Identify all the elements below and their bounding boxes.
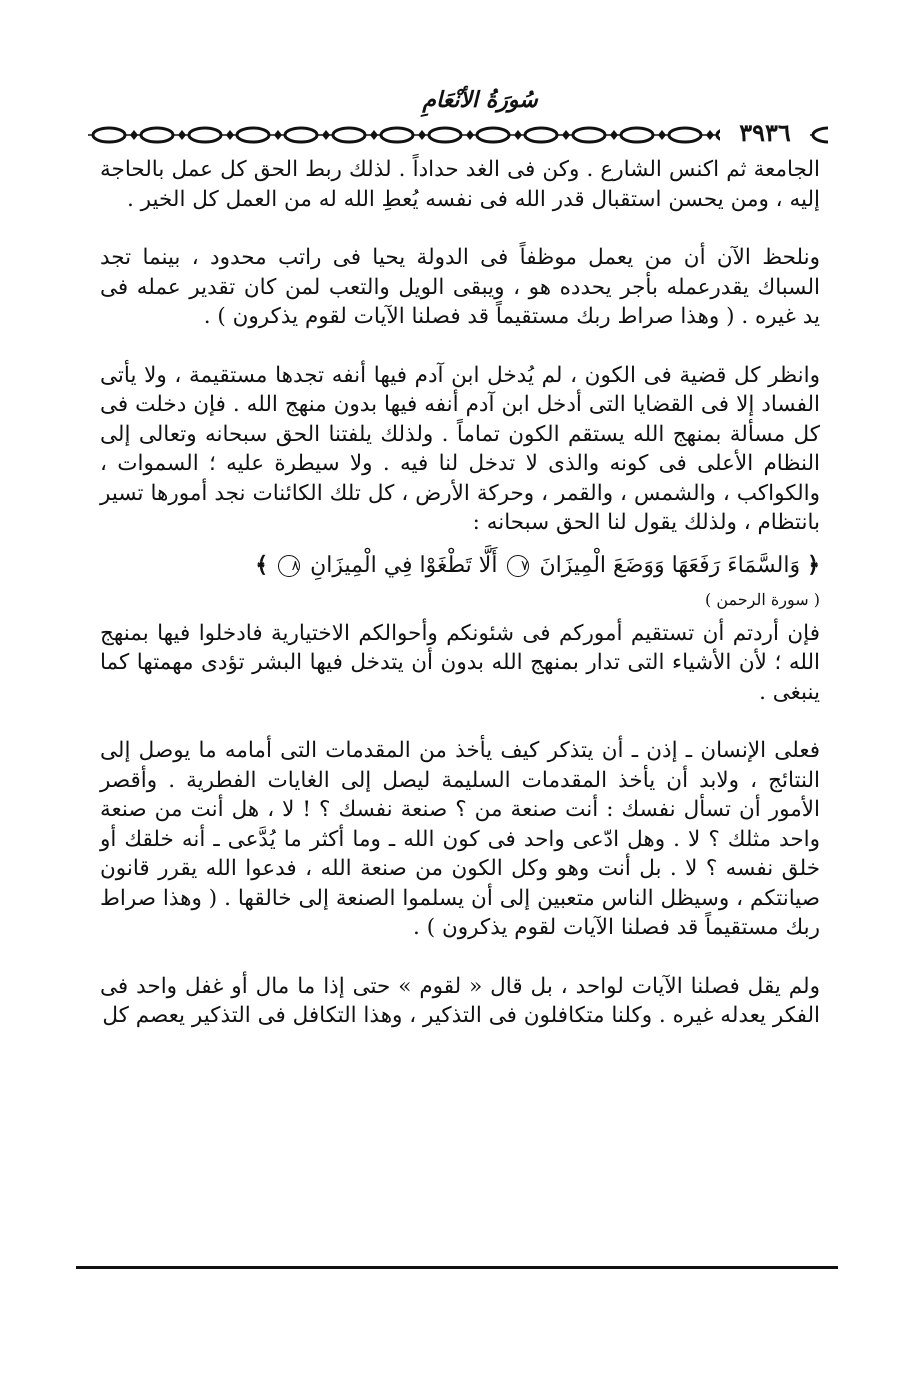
- verse-part-2: أَلَّا تَطْغَوْا فِي الْمِيزَانِ: [310, 552, 498, 578]
- paragraph-4: فإن أردتم أن تستقيم أموركم فى شئونكم وأحوالكم الاختيارية فادخلوا فيها بمنهج الله ؛ لأن الأشياء التى تدار بمنهج الله بدون أن يتدخل فيها البشر تؤدى مهمتها كما ينبغى .: [100, 620, 820, 705]
- chain-ornament-icon: [88, 124, 828, 146]
- surah-citation: ( سورة الرحمن ): [705, 589, 820, 609]
- chain-diamond-icon: [226, 130, 234, 140]
- chain-diamond-icon: [418, 130, 426, 140]
- paragraph-2: ونلحظ الآن أن من يعمل موظفاً فى الدولة يحيا فى راتب محدود ، بينما تجد السباك يقدرعمله بأجر يحدده هو ، ويبقى الويل والتعب لمن كان تقدير عمله فى يد غيره . ( وهذا صراط ربك مستقيماً قد فصلنا الآيات لقوم يذكرون ) .: [100, 245, 820, 329]
- paragraph-6: ولم يقل فصلنا الآيات لواحد ، بل قال « لقوم » حتى إذا ما مال أو غفل واحد فى الفكر يعدله غيره . وكلنا متكافلون فى التذكير ، وهذا التكافل فى التذكير يعصم كل: [100, 973, 820, 1028]
- chain-link-icon: [429, 128, 461, 142]
- chain-diamond-icon: [658, 130, 666, 140]
- chain-diamond-icon: [706, 130, 714, 140]
- chain-link-icon: [93, 128, 125, 142]
- chain-link-icon: [669, 128, 701, 142]
- chain-link-icon: [477, 128, 509, 142]
- chain-link-icon: [525, 128, 557, 142]
- chain-link-icon: [141, 128, 173, 142]
- body-text: [100, 155, 820, 1031]
- chain-link-icon: [333, 128, 365, 142]
- chain-diamond-icon: [466, 130, 474, 140]
- chain-link-icon: [621, 128, 653, 142]
- verse-close-bracket: ﴾: [255, 551, 269, 578]
- chain-link-icon: [573, 128, 605, 142]
- ayah-number-marker-7: ٧: [507, 555, 529, 577]
- surah-title-header: سُورَةُ الأنْعَامِ: [422, 87, 538, 113]
- paragraph-3: وانظر كل قضية فى الكون ، لم يُدخل ابن آدم فيها أنفه تجدها مستقيمة ، ولا يأتى الفساد إلا فى القضايا التى أدخل ابن آدم أنفه فيها بدون منهج الله . فإن دخلت فى كل مسألة بمنهج الله يستقم الكون تماماً . ولذلك يلفتنا الحق سبحانه وتعالى إلى النظام الأعلى فى كونه والذى لا تدخل لنا فيه . ولا سيطرة عليه ؛ السموات ، والكواكب ، والشمس ، والقمر ، وحركة الأرض ، كل تلك الكائنات نجد أمورها تسير بانتظام ، ولذلك يقول لنا الحق سبحانه :: [100, 362, 820, 535]
- paragraph-5: فعلى الإنسان ـ إذن ـ أن يتذكر كيف يأخذ من المقدمات التى أمامه ما يوصل إلى النتائج ، ولابد أن يأخذ المقدمات السليمة ليصل إلى الغايات الفطرية . وأقصر الأمور أن تسأل نفسك : أنت صنعة من ؟ صنعة نفسك ؟ ! لا ، هل أنت من صنعة واحد مثلك ؟ لا . وهل ادّعى واحد فى كون الله ـ وما أكثر ما يُدَّعى ـ أنه خلقك أو خلق نفسه ؟ لا . بل أنت وهو وكل الكون من صنعة الله ، فدعوا الله يقرر قانون صيانتكم ، وسيظل الناس متعبين إلى أن يسلموا الصنعة إلى خالقها . ( وهذا صراط ربك مستقيماً قد فصلنا الآيات لقوم يذكرون ) .: [100, 738, 820, 940]
- chain-link-icon: [189, 128, 221, 142]
- quran-verse: [100, 548, 820, 583]
- bottom-rule-divider: [76, 1266, 838, 1269]
- chain-link-icon: [381, 128, 413, 142]
- chain-diamond-icon: [370, 130, 378, 140]
- ayah-number-marker-8: ٨: [278, 555, 300, 577]
- chain-diamond-icon: [610, 130, 618, 140]
- page-number: ٣٩٣٦: [720, 118, 810, 148]
- verse-part-1: وَالسَّمَاءَ رَفَعَهَا وَوَضَعَ الْمِيزَانَ: [539, 552, 801, 578]
- verse-open-bracket: ﴿: [807, 551, 820, 578]
- chain-diamond-icon: [514, 130, 522, 140]
- chain-diamond-icon: [322, 130, 330, 140]
- chain-diamond-icon: [274, 130, 282, 140]
- chain-diamond-icon: [130, 130, 138, 140]
- chain-link-icon: [237, 128, 269, 142]
- chain-link-icon: [813, 128, 828, 142]
- chain-diamond-icon: [178, 130, 186, 140]
- chain-link-icon: [285, 128, 317, 142]
- paragraph-1: الجامعة ثم اكنس الشارع . وكن فى الغد حداداً . لذلك ربط الحق كل عمل بالحاجة إليه ، ومن يحسن استقبال قدر الله فى نفسه يُعطِ الله له من العمل كل الخير .: [100, 157, 820, 212]
- decorative-chain-border: [88, 124, 828, 146]
- chain-diamond-icon: [562, 130, 570, 140]
